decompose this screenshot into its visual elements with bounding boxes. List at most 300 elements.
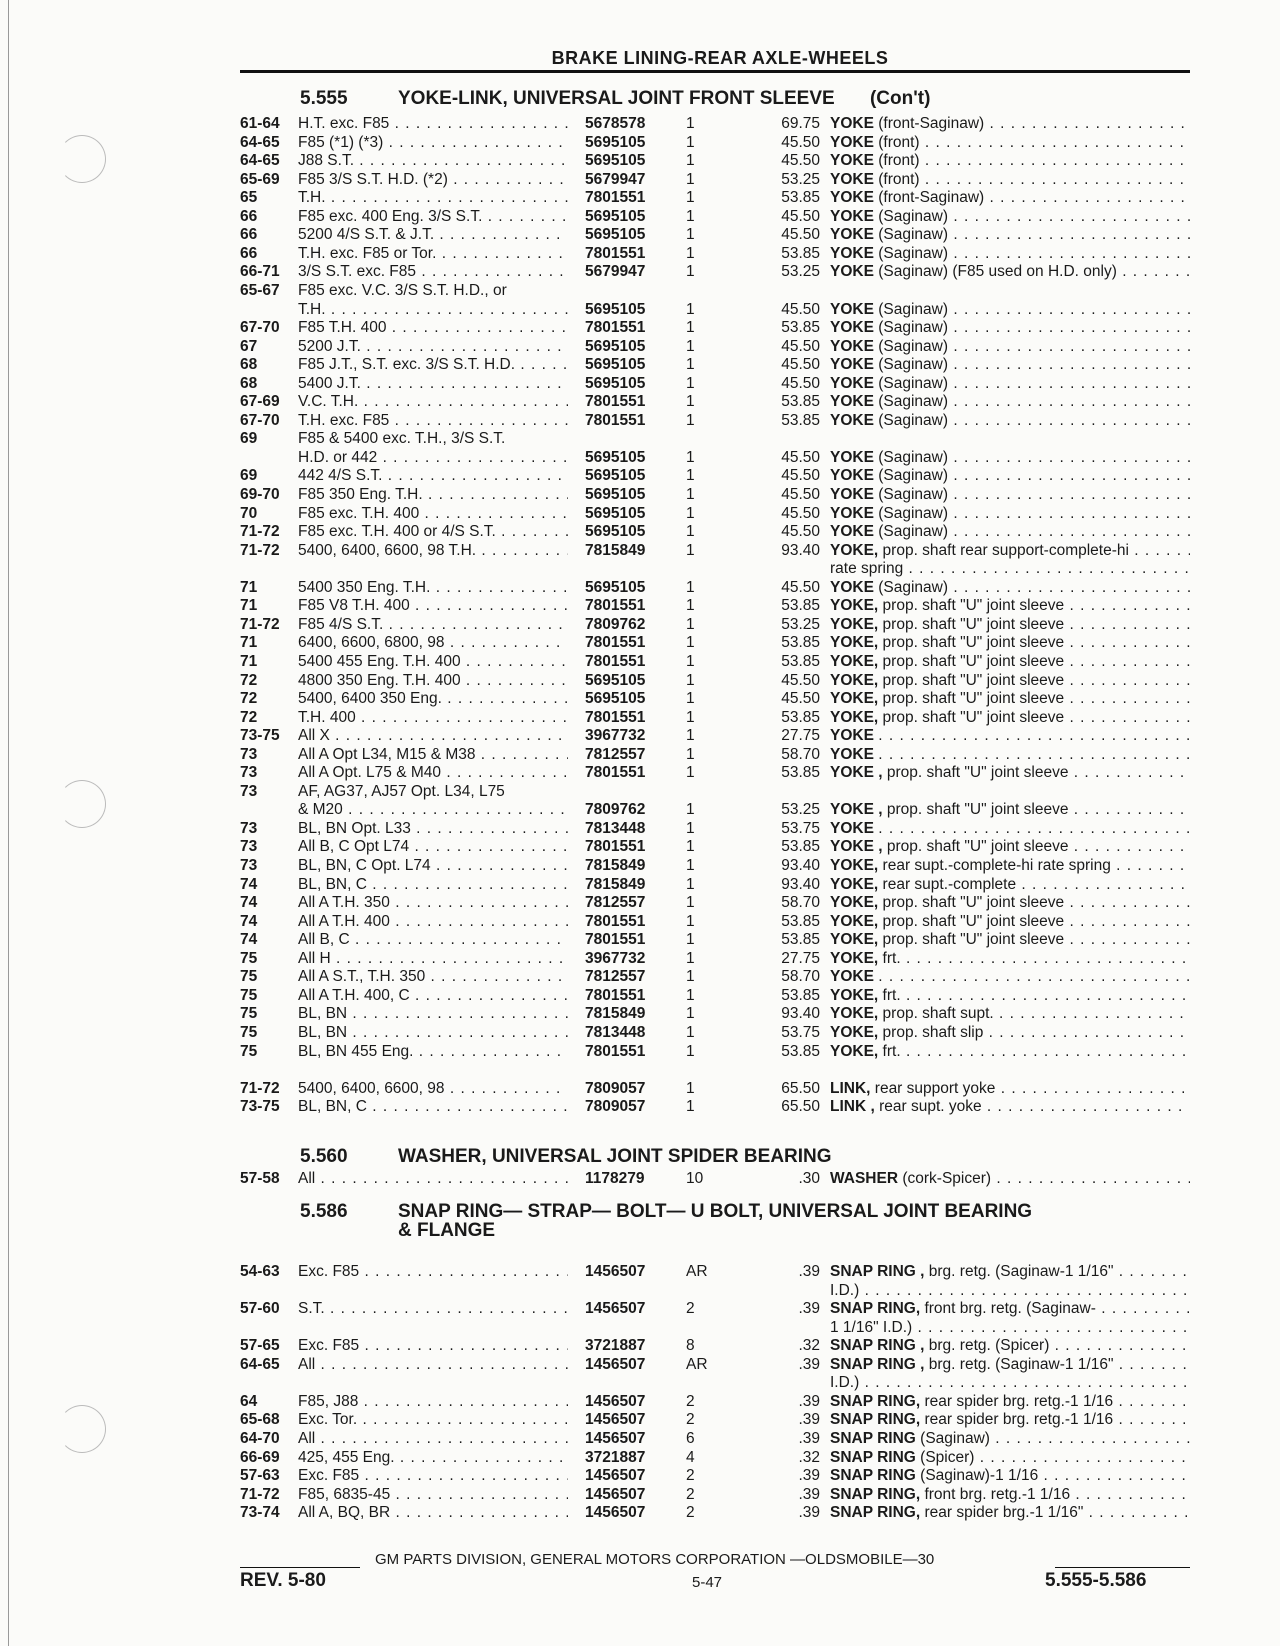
part-number: 1456507 bbox=[585, 1504, 646, 1522]
part-detail: rear supt. yoke bbox=[879, 1098, 982, 1116]
application: F85 exc. V.C. 3/S S.T. H.D., or bbox=[298, 281, 507, 299]
quantity: 1 bbox=[686, 152, 695, 170]
price: 58.70 bbox=[781, 745, 820, 763]
table-row bbox=[240, 1263, 1190, 1281]
quantity: 1 bbox=[686, 727, 695, 745]
part-name: YOKE, bbox=[830, 541, 879, 559]
description bbox=[830, 1356, 1190, 1374]
description bbox=[830, 152, 1190, 170]
binder-hole-icon bbox=[58, 780, 106, 828]
description bbox=[830, 634, 1190, 652]
part-detail: (Saginaw) bbox=[878, 356, 949, 374]
price: 53.85 bbox=[781, 912, 820, 930]
description bbox=[830, 931, 1190, 949]
part-detail: rear supt.-complete bbox=[882, 875, 1017, 893]
part-number: 1456507 bbox=[585, 1355, 646, 1373]
part-name: YOKE, bbox=[830, 1042, 879, 1060]
quantity: 1 bbox=[686, 263, 695, 281]
part-name: SNAP RING , bbox=[830, 1263, 925, 1280]
quantity: 10 bbox=[686, 1170, 704, 1187]
part-number: 5695105 bbox=[585, 152, 646, 170]
price: 53.85 bbox=[781, 708, 820, 726]
part-name: YOKE, bbox=[830, 875, 879, 893]
table-row bbox=[240, 301, 1190, 319]
model-years: 74 bbox=[240, 912, 258, 930]
part-name: YOKE, bbox=[830, 986, 879, 1004]
description bbox=[830, 597, 1190, 615]
part-name: YOKE bbox=[830, 819, 874, 837]
model-years: 75 bbox=[240, 1005, 258, 1023]
model-years: 54-63 bbox=[240, 1263, 280, 1280]
part-name: YOKE bbox=[830, 467, 874, 485]
part-number: 7801551 bbox=[585, 634, 646, 652]
table-row bbox=[240, 894, 1190, 912]
part-detail: rear spider brg.-1 1/16" bbox=[924, 1504, 1084, 1522]
price: 45.50 bbox=[781, 374, 820, 392]
quantity: 1 bbox=[686, 819, 695, 837]
table-row bbox=[240, 1393, 1190, 1411]
quantity: 1 bbox=[686, 1042, 695, 1060]
table-row bbox=[240, 709, 1190, 727]
part-detail: (Saginaw) bbox=[878, 486, 949, 503]
part-detail: prop. shaft slip bbox=[882, 1023, 984, 1041]
table-row bbox=[240, 1467, 1190, 1485]
application: F85 350 Eng. T.H. . . . bbox=[298, 486, 568, 504]
quantity: 2 bbox=[686, 1504, 695, 1522]
application: J88 S.T. . . . bbox=[298, 152, 568, 170]
description bbox=[830, 542, 1190, 560]
quantity: 1 bbox=[686, 319, 695, 337]
part-number: 5695105 bbox=[585, 671, 646, 689]
application: All A T.H. 350 . . . bbox=[298, 894, 568, 912]
description bbox=[830, 876, 1190, 894]
price: .30 bbox=[798, 1170, 820, 1187]
quantity: 1 bbox=[686, 634, 695, 652]
part-name: YOKE bbox=[830, 152, 874, 170]
model-years: 70 bbox=[240, 504, 258, 522]
description bbox=[830, 1449, 1190, 1467]
description bbox=[830, 486, 1190, 504]
part-detail: prop. shaft "U" joint sleeve bbox=[882, 615, 1065, 633]
part-name: YOKE bbox=[830, 578, 874, 596]
application: 5400, 6400, 6600, 98 T.H. . . . bbox=[298, 542, 568, 560]
application: All A, BQ, BR . . . bbox=[298, 1504, 568, 1522]
model-years: 73 bbox=[240, 838, 258, 856]
price: .39 bbox=[798, 1411, 820, 1429]
price: .39 bbox=[798, 1485, 820, 1503]
part-name: LINK, bbox=[830, 1079, 871, 1097]
quantity: 1 bbox=[686, 690, 695, 708]
application: F85 J.T., S.T. exc. 3/S S.T. H.D. . . . bbox=[298, 356, 568, 374]
price: 53.85 bbox=[781, 189, 820, 207]
part-detail: prop. shaft "U" joint sleeve bbox=[882, 708, 1065, 726]
table-row bbox=[240, 282, 1190, 300]
part-detail: prop. shaft rear support-complete-hi bbox=[882, 541, 1129, 559]
model-years: 69 bbox=[240, 430, 258, 448]
model-years: 73 bbox=[240, 819, 258, 837]
part-number: 5695105 bbox=[585, 207, 646, 225]
description bbox=[830, 1319, 1190, 1337]
part-name: YOKE bbox=[830, 263, 874, 281]
part-number: 7812557 bbox=[585, 745, 646, 763]
part-number: 7809762 bbox=[585, 615, 646, 633]
application: H.D. or 442 . . . bbox=[298, 449, 568, 467]
table-row bbox=[240, 1337, 1190, 1355]
description bbox=[830, 1005, 1190, 1023]
quantity: 1 bbox=[686, 115, 695, 132]
part-name: YOKE, bbox=[830, 912, 879, 930]
quantity: 1 bbox=[686, 857, 695, 874]
price: 45.50 bbox=[781, 356, 820, 374]
binder-hole-icon bbox=[58, 1405, 106, 1453]
model-years: 75 bbox=[240, 968, 258, 986]
section-heading-5555 bbox=[300, 88, 930, 110]
part-detail: prop. shaft "U" joint sleeve bbox=[882, 671, 1065, 689]
part-detail: prop. shaft "U" joint sleeve bbox=[882, 912, 1065, 930]
application: BL, BN, C . . . bbox=[298, 1098, 568, 1116]
part-name: YOKE bbox=[830, 337, 874, 355]
table-row bbox=[240, 746, 1190, 764]
price: 45.50 bbox=[781, 486, 820, 503]
part-number: 5695105 bbox=[585, 226, 646, 244]
model-years: 65-67 bbox=[240, 281, 280, 299]
part-detail: prop. shaft "U" joint sleeve bbox=[886, 801, 1069, 819]
part-number: 7801551 bbox=[585, 838, 646, 856]
part-name: WASHER bbox=[830, 1170, 899, 1187]
part-name: SNAP RING , bbox=[830, 1337, 925, 1355]
model-years: 67 bbox=[240, 337, 258, 355]
table-row bbox=[240, 263, 1190, 281]
part-detail: prop. shaft "U" joint sleeve bbox=[882, 894, 1065, 912]
table-row bbox=[240, 412, 1190, 430]
price: 53.25 bbox=[781, 170, 820, 188]
description bbox=[830, 1411, 1190, 1429]
header-rule bbox=[240, 70, 1190, 73]
description bbox=[830, 968, 1190, 986]
model-years: 68 bbox=[240, 356, 258, 374]
application: All A T.H. 400, C . . . bbox=[298, 987, 568, 1005]
part-name: SNAP RING, bbox=[830, 1504, 921, 1522]
part-detail: (Saginaw) bbox=[878, 504, 949, 522]
model-years: 68 bbox=[240, 374, 258, 392]
table-row bbox=[240, 1319, 1190, 1337]
part-detail: prop. shaft "U" joint sleeve bbox=[882, 931, 1065, 949]
price: .32 bbox=[798, 1448, 820, 1466]
description bbox=[830, 115, 1190, 133]
quantity: 1 bbox=[686, 801, 695, 819]
price: 45.50 bbox=[781, 523, 820, 541]
price: .32 bbox=[798, 1337, 820, 1355]
price: 53.85 bbox=[781, 1042, 820, 1060]
part-detail: (Saginaw) bbox=[878, 337, 949, 355]
quantity: 1 bbox=[686, 170, 695, 188]
model-years: 64-65 bbox=[240, 1355, 280, 1373]
description bbox=[830, 505, 1190, 523]
price: 53.25 bbox=[781, 801, 820, 819]
table-row bbox=[240, 1374, 1190, 1392]
footer-rule-right bbox=[1055, 1567, 1190, 1568]
part-name: YOKE bbox=[830, 374, 874, 392]
table-row bbox=[240, 1504, 1190, 1522]
part-detail: (front) bbox=[878, 152, 920, 170]
model-years: 73 bbox=[240, 745, 258, 763]
model-years: 64-65 bbox=[240, 152, 280, 170]
application: F85, J88 . . . bbox=[298, 1393, 568, 1411]
description bbox=[830, 523, 1190, 541]
model-years: 71 bbox=[240, 578, 258, 596]
description bbox=[830, 1467, 1190, 1485]
price: 45.50 bbox=[781, 152, 820, 170]
table-row bbox=[240, 1005, 1190, 1023]
quantity: AR bbox=[686, 1263, 708, 1280]
description bbox=[830, 319, 1190, 337]
table-row bbox=[240, 393, 1190, 411]
part-detail: (Saginaw) bbox=[878, 244, 949, 262]
part-detail: (front-Saginaw) bbox=[878, 115, 985, 132]
part-name: YOKE, bbox=[830, 894, 879, 912]
model-years: 57-65 bbox=[240, 1337, 280, 1355]
part-name: YOKE , bbox=[830, 764, 883, 782]
description bbox=[830, 560, 1190, 578]
part-name: YOKE bbox=[830, 189, 874, 207]
table-row bbox=[240, 950, 1190, 968]
model-years: 66 bbox=[240, 226, 258, 244]
part-name: SNAP RING , bbox=[830, 1355, 925, 1373]
table-row bbox=[240, 152, 1190, 170]
part-name: YOKE, bbox=[830, 1023, 879, 1041]
price: 69.75 bbox=[781, 115, 820, 132]
model-years: 67-70 bbox=[240, 411, 280, 429]
section-number: 5.586 bbox=[300, 1201, 348, 1222]
price: .39 bbox=[798, 1504, 820, 1522]
part-number: 7812557 bbox=[585, 968, 646, 986]
description bbox=[830, 1170, 1190, 1188]
model-years: 57-60 bbox=[240, 1300, 280, 1318]
description bbox=[830, 1337, 1190, 1355]
part-detail: brg. retg. (Saginaw-1 1/16" bbox=[928, 1263, 1114, 1280]
part-detail: frt. bbox=[882, 949, 901, 967]
section-title: SNAP RING— STRAP— BOLT— U BOLT, UNIVERSAL JOINT BEARING bbox=[398, 1201, 1033, 1222]
part-name: YOKE bbox=[830, 207, 874, 225]
model-years: 71 bbox=[240, 652, 258, 670]
description bbox=[830, 1043, 1190, 1061]
part-name: YOKE , bbox=[830, 801, 883, 819]
price: 45.50 bbox=[781, 467, 820, 485]
part-number: 3967732 bbox=[585, 949, 646, 967]
price: 53.85 bbox=[781, 319, 820, 337]
table-row bbox=[240, 838, 1190, 856]
description bbox=[830, 245, 1190, 263]
description bbox=[830, 467, 1190, 485]
price: 53.85 bbox=[781, 393, 820, 411]
price: 45.50 bbox=[781, 690, 820, 708]
description bbox=[830, 579, 1190, 597]
quantity: 1 bbox=[686, 931, 695, 949]
model-years: 67-69 bbox=[240, 393, 280, 411]
part-number: 3967732 bbox=[585, 727, 646, 745]
application: 442 4/S S.T. . . . bbox=[298, 467, 568, 485]
description bbox=[830, 690, 1190, 708]
model-years: 64-65 bbox=[240, 133, 280, 151]
price: 93.40 bbox=[781, 541, 820, 559]
application: Exc. F85 . . . bbox=[298, 1263, 568, 1281]
part-name: YOKE, bbox=[830, 597, 879, 615]
part-name: SNAP RING, bbox=[830, 1411, 921, 1429]
part-number: 7801551 bbox=[585, 393, 646, 411]
part-number: 1456507 bbox=[585, 1467, 646, 1485]
application: Exc. Tor. . . . bbox=[298, 1411, 568, 1429]
part-name: YOKE bbox=[830, 300, 874, 318]
quantity: 2 bbox=[686, 1411, 695, 1429]
section-heading-5560 bbox=[300, 1146, 832, 1168]
part-detail: (Spicer) bbox=[920, 1448, 975, 1466]
price: .39 bbox=[798, 1300, 820, 1318]
page-header: BRAKE LINING-REAR AXLE-WHEELS bbox=[551, 48, 889, 68]
table-row bbox=[240, 449, 1190, 467]
quantity: 1 bbox=[686, 764, 695, 782]
application: F85 & 5400 exc. T.H., 3/S S.T. bbox=[298, 430, 506, 448]
quantity: 1 bbox=[686, 671, 695, 689]
model-years: 73-75 bbox=[240, 1098, 280, 1116]
application: F85, 6835-45 . . . bbox=[298, 1486, 568, 1504]
part-name: YOKE bbox=[830, 244, 874, 262]
footer-publisher: GM PARTS DIVISION, GENERAL MOTORS CORPORATION —OLDSMOBILE—30 bbox=[375, 1551, 935, 1568]
part-number: 5695105 bbox=[585, 374, 646, 392]
application: 5400 455 Eng. T.H. 400 . . . bbox=[298, 653, 568, 671]
part-name: YOKE bbox=[830, 133, 874, 151]
model-years: 69 bbox=[240, 467, 258, 485]
application: 4800 350 Eng. T.H. 400 . . . bbox=[298, 672, 568, 690]
part-number: 1456507 bbox=[585, 1485, 646, 1503]
price: 53.85 bbox=[781, 986, 820, 1004]
part-name: YOKE bbox=[830, 393, 874, 411]
table-row bbox=[240, 1170, 1190, 1188]
part-name: YOKE, bbox=[830, 708, 879, 726]
quantity: 1 bbox=[686, 708, 695, 726]
description bbox=[830, 1393, 1190, 1411]
application: BL, BN Opt. L33 . . . bbox=[298, 820, 568, 838]
application: All . . . bbox=[298, 1170, 568, 1188]
description bbox=[830, 764, 1190, 782]
model-years: 57-58 bbox=[240, 1170, 280, 1187]
part-detail: (Saginaw) bbox=[878, 319, 949, 337]
part-detail: (cork-Spicer) bbox=[902, 1170, 992, 1187]
application: All A Opt. L75 & M40 . . . bbox=[298, 764, 568, 782]
price: 45.50 bbox=[781, 337, 820, 355]
model-years: 73 bbox=[240, 857, 258, 874]
part-number: 7801551 bbox=[585, 764, 646, 782]
table-row bbox=[240, 245, 1190, 263]
part-detail: I.D.) bbox=[830, 1281, 860, 1299]
description bbox=[830, 208, 1190, 226]
part-number: 7801551 bbox=[585, 319, 646, 337]
price: 58.70 bbox=[781, 894, 820, 912]
section-number: 5.555 bbox=[300, 88, 348, 109]
quantity: 1 bbox=[686, 838, 695, 856]
application: F85 V8 T.H. 400 . . . bbox=[298, 597, 568, 615]
binder-hole-icon bbox=[58, 135, 106, 183]
quantity: AR bbox=[686, 1355, 708, 1373]
price: 65.50 bbox=[781, 1098, 820, 1116]
part-detail: front brg. retg. (Saginaw- bbox=[924, 1300, 1096, 1318]
description bbox=[830, 746, 1190, 764]
application: T.H. exc. F85 or Tor. . . . bbox=[298, 245, 568, 263]
part-name: SNAP RING bbox=[830, 1467, 916, 1485]
quantity: 1 bbox=[686, 578, 695, 596]
quantity: 1 bbox=[686, 374, 695, 392]
part-number: 7801551 bbox=[585, 912, 646, 930]
quantity: 1 bbox=[686, 448, 695, 466]
table-row bbox=[240, 1430, 1190, 1448]
part-number: 5695105 bbox=[585, 578, 646, 596]
part-name: YOKE, bbox=[830, 690, 879, 708]
application: F85 3/S S.T. H.D. (*2) . . . bbox=[298, 171, 568, 189]
part-name: YOKE bbox=[830, 115, 874, 132]
price: 45.50 bbox=[781, 671, 820, 689]
part-name: YOKE bbox=[830, 226, 874, 244]
table-row bbox=[240, 764, 1190, 782]
model-years: 74 bbox=[240, 931, 258, 949]
part-detail: prop. shaft supt. bbox=[882, 1005, 994, 1023]
table-row bbox=[240, 1300, 1190, 1318]
part-number: 5679947 bbox=[585, 263, 646, 281]
part-number: 3721887 bbox=[585, 1337, 646, 1355]
section-number: 5.560 bbox=[300, 1146, 348, 1167]
part-number: 7801551 bbox=[585, 931, 646, 949]
table-row bbox=[240, 319, 1190, 337]
description bbox=[830, 301, 1190, 319]
model-years: 71-72 bbox=[240, 1485, 280, 1503]
model-years: 75 bbox=[240, 986, 258, 1004]
part-name: YOKE bbox=[830, 968, 874, 986]
part-number: 5679947 bbox=[585, 170, 646, 188]
description bbox=[830, 1430, 1190, 1448]
part-name: YOKE bbox=[830, 745, 874, 763]
part-detail: (Saginaw) (F85 used on H.D. only) bbox=[878, 263, 1117, 281]
quantity: 6 bbox=[686, 1429, 695, 1447]
quantity: 1 bbox=[686, 300, 695, 318]
table-row bbox=[240, 134, 1190, 152]
description bbox=[830, 375, 1190, 393]
part-detail: (Saginaw) bbox=[878, 300, 949, 318]
quantity: 2 bbox=[686, 1467, 695, 1485]
part-detail: prop. shaft "U" joint sleeve bbox=[886, 764, 1069, 782]
price: 45.50 bbox=[781, 226, 820, 244]
table-row bbox=[240, 857, 1190, 875]
table-row bbox=[240, 467, 1190, 485]
description bbox=[830, 1080, 1190, 1098]
part-number: 7813448 bbox=[585, 1023, 646, 1041]
price: 27.75 bbox=[781, 949, 820, 967]
model-years: 71-72 bbox=[240, 615, 280, 633]
price: 53.25 bbox=[781, 263, 820, 281]
model-years: 73-75 bbox=[240, 727, 280, 745]
price: 53.85 bbox=[781, 634, 820, 652]
application: F85 exc. T.H. 400 . . . bbox=[298, 505, 568, 523]
table-row bbox=[240, 560, 1190, 578]
table-row bbox=[240, 208, 1190, 226]
part-number: 5695105 bbox=[585, 486, 646, 503]
quantity: 1 bbox=[686, 1005, 695, 1023]
price: 53.85 bbox=[781, 597, 820, 615]
section-continued: (Con't) bbox=[869, 88, 931, 109]
application: All A T.H. 400 . . . bbox=[298, 913, 568, 931]
part-number: 7809762 bbox=[585, 801, 646, 819]
application: T.H. . . . bbox=[298, 301, 568, 319]
part-name: YOKE, bbox=[830, 634, 879, 652]
part-detail: prop. shaft "U" joint sleeve bbox=[882, 597, 1065, 615]
application: & M20 . . . bbox=[298, 801, 568, 819]
